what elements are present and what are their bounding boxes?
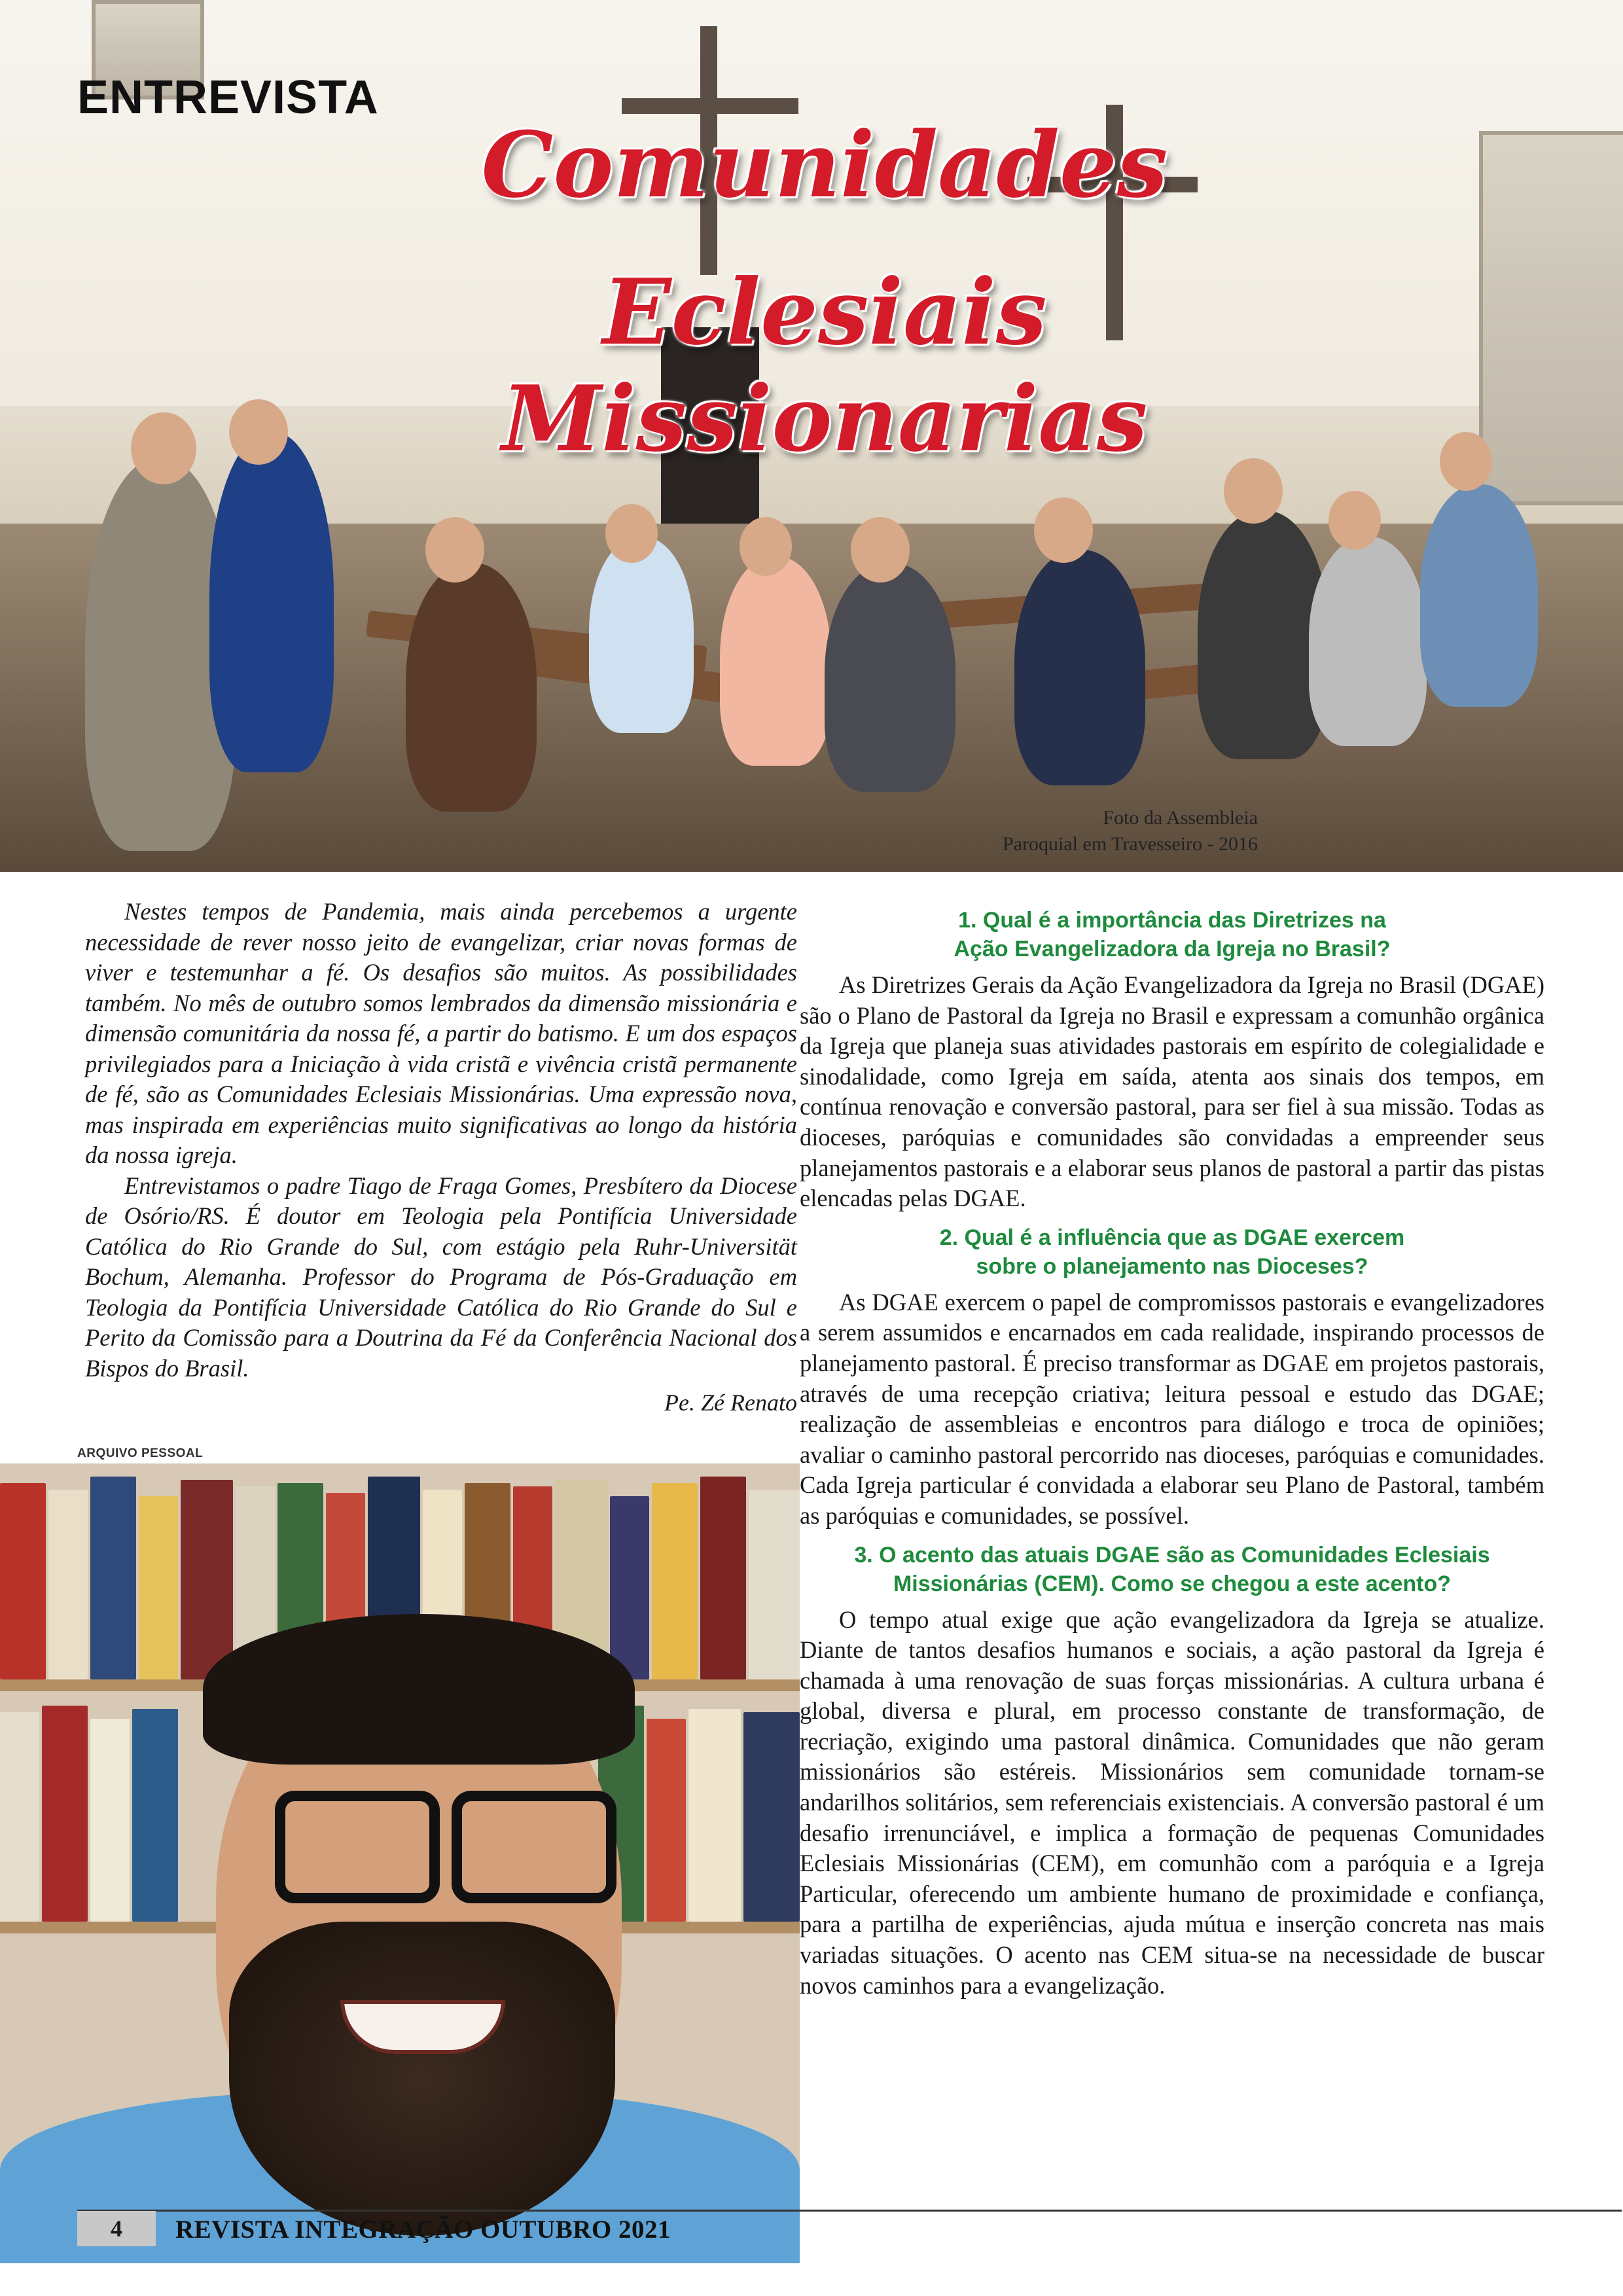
glasses-icon: [452, 1791, 616, 1903]
question-3-line1: 3. O acento das atuais DGAE são as Comunidades Eclesiais: [854, 1542, 1490, 1568]
question-2: [800, 1223, 1544, 1281]
person: [720, 556, 831, 766]
answer-1: As Diretrizes Gerais da Ação Evangelizadora da Igreja no Brasil (DGAE) são o Plano de Pastoral da Igreja no Brasil e expressam a comunhão orgânica da Igreja que planeja suas atividades pastorais em espírito de colegialidade e sinodalidade, como Igreja em saída, atenta aos sinais dos tempos, em contínua renovação e conversão pastoral, para ser fiel à sua missão. Todas as dioceses, paróquias e comunidades são convidadas a empreender seus planejamentos pastorais e a elaborar seus planos de pastoral a partir das pistas elencadas pelas DGAE.: [800, 971, 1544, 1212]
question-3: [800, 1541, 1544, 1598]
answer-3: O tempo atual exige que ação evangelizadora da Igreja se atualize. Diante de tantos desafios humanos e sociais, a ação pastoral da Igreja é chamada à uma renovação de suas forças missionárias. A cultura urbana é global, diversa e plural, em processo constante de transformação, de recriação, exigindo uma pastoral dinâmica. Comunidades que não geram missionários são estéreis. Missionários sem comunidade tornam-se andarilhos solitários, sem referenciais existenciais. A conversão pastoral é um desafio irrenunciável, e implica a formação de pequenas Comunidades Eclesiais Missionárias (CEM), em comunhão com a paróquia e a Igreja Particular, oferecendo um ambiente humano de proximidade e confiança, para a partilha de experiências, ajuda mútua e inserção concreta nas mais variadas situações. O acento nas CEM situa-se na necessidade de buscar novos caminhos para a evangelização.: [800, 1605, 1544, 1999]
person: [589, 537, 694, 733]
church-window: [1479, 131, 1623, 505]
question-2-line1: 2. Qual é a influência que as DGAE exercem: [939, 1225, 1405, 1250]
person-beard: [229, 1922, 615, 2236]
question-1-line1: 1. Qual é a importância das Diretrizes na: [958, 908, 1386, 933]
question-3-line2: Missionárias (CEM). Como se chegou a este acento?: [893, 1571, 1452, 1596]
person-head: [740, 517, 792, 576]
person: [825, 563, 955, 792]
person-hair: [203, 1614, 635, 1765]
section-label: ENTREVISTA: [77, 71, 379, 124]
footer-publication: REVISTA INTEGRAÇÃO OUTUBRO 2021: [175, 2215, 671, 2244]
intro-paragraph-1: Nestes tempos de Pandemia, mais ainda percebemos a urgente necessidade de rever nosso jeito de evangelizar, criar novas formas de viver e testemunhar a fé. Os desafios são muitos. As possibilidades também. No mês de outubro somos lembrados da dimensão missionária e dimensão comunitária da nossa fé, a partir do batismo. E um dos espaços privilegiados para a Iniciação à vida cristã e vivência cristã permanente de fé, são as Comunidades Eclesiais Missionárias. Uma expressão nova, mas inspirada em experiências muito significativas ao longo da história da nossa igreja.: [85, 898, 797, 1168]
intro-column: [85, 897, 797, 1418]
article-title-line1: Comunidades: [481, 111, 1168, 218]
person-head: [1034, 497, 1093, 563]
photo-caption: [918, 805, 1258, 857]
intro-signature: Pe. Zé Renato: [664, 1390, 797, 1416]
photo-credit: ARQUIVO PESSOAL: [77, 1446, 204, 1460]
question-2-line2: sobre o planejamento nas Dioceses?: [976, 1253, 1368, 1279]
person: [209, 432, 334, 772]
intro-paragraph-2: Entrevistamos o padre Tiago de Fraga Gomes, Presbítero da Diocese de Osório/RS. É doutor em Teologia pela Pontifícia Universidade Católica do Rio Grande do Sul, com estágio pela Ruhr-Universität Bochum, Alemanha. Professor do Programa de Pós-Graduação em Teologia da Pontifícia Universidade Católica do Rio Grande do Sul e Perito da Comissão para a Doutrina da Fé da Conferência Nacional dos Bispos do Brasil.: [85, 1172, 797, 1382]
glasses-icon: [275, 1791, 440, 1903]
question-1-line2: Ação Evangelizadora da Igreja no Brasil?: [954, 937, 1391, 961]
person: [1309, 537, 1427, 746]
person: [406, 563, 537, 812]
photo-caption-line2: Paroquial em Travesseiro - 2016: [1003, 833, 1258, 855]
person: [1014, 550, 1145, 785]
question-1: [800, 906, 1544, 963]
person: [1420, 484, 1538, 707]
photo-caption-line1: Foto da Assembleia: [1103, 807, 1258, 829]
person-head: [131, 412, 196, 484]
answer-2: As DGAE exercem o papel de compromissos pastorais e evangelizadores a serem assumidos e encarnados em cada realidade, inspirando processos de planejamento pastoral. É preciso transformar as DGAE em projetos pastorais, através de uma recepção criativa; leitura pessoal e estudo das DGAE; realização de assembleias e encontros para diálogo e troca de opiniões; avaliar o caminho pastoral percorrido nas dioceses, paróquias e comunidades. Cada Igreja particular é convidada a elaborar seu Plano de Pastoral, também as paróquias e comunidades, se possível.: [800, 1288, 1544, 1529]
person-head: [605, 504, 658, 563]
header-photo: [0, 0, 1623, 872]
person-head: [229, 399, 288, 465]
portrait-photo: [0, 1463, 800, 2263]
interview-column: [800, 897, 1544, 2001]
page-number: 4: [77, 2211, 156, 2246]
person-head: [1329, 491, 1381, 550]
article-title-line2: Eclesiais Missionarias: [501, 259, 1148, 472]
person-head: [1440, 432, 1492, 491]
person-head: [425, 517, 484, 583]
person-head: [851, 517, 910, 583]
footer-divider: [77, 2210, 1622, 2212]
